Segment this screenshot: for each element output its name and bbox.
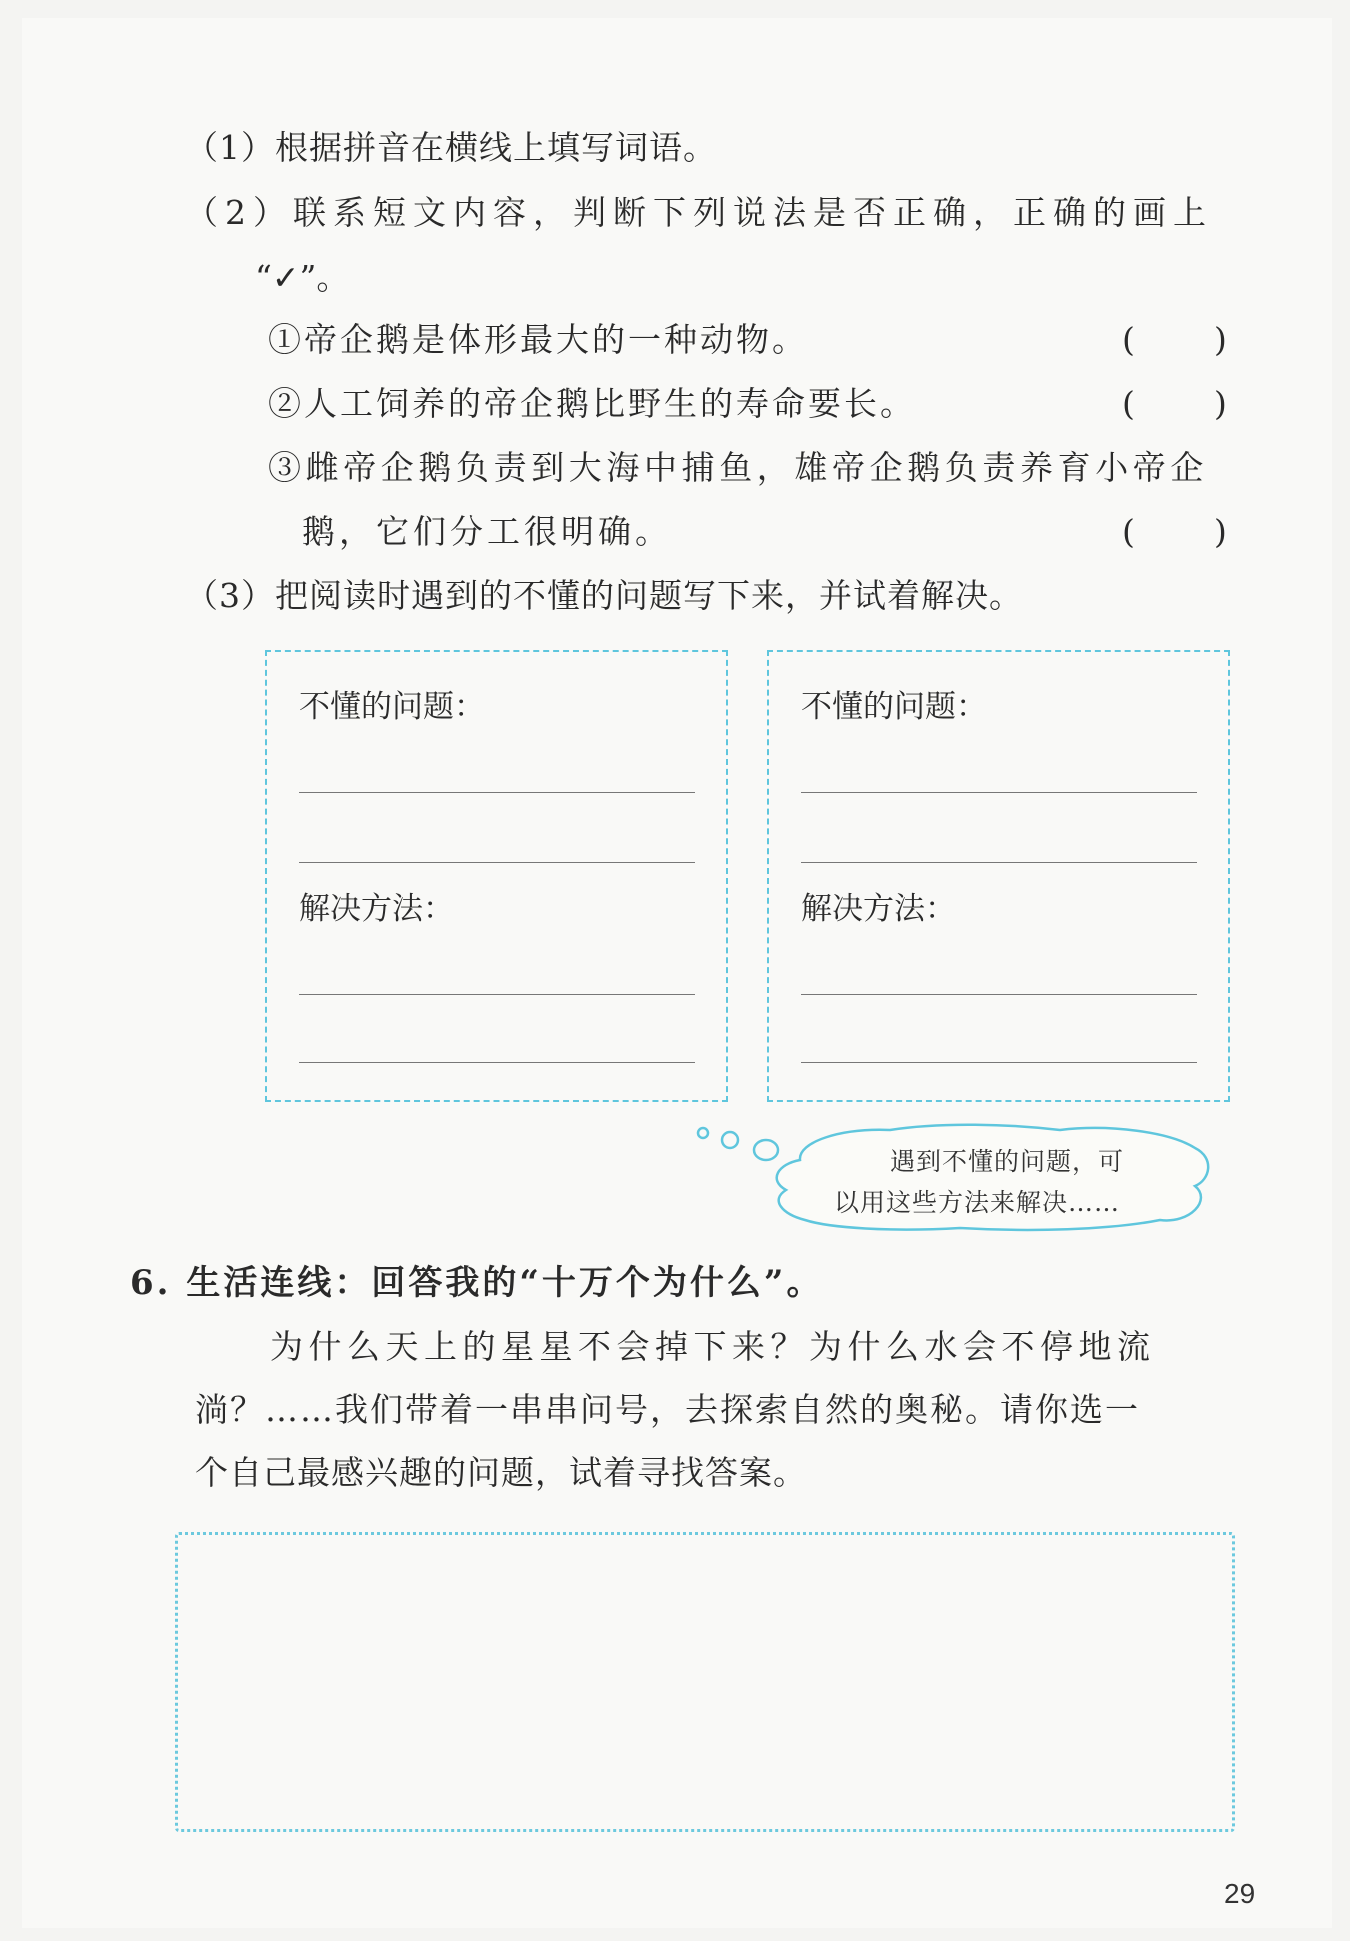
answer-line[interactable] — [299, 792, 695, 793]
page-number: 29 — [1224, 1878, 1256, 1909]
answer-box-left — [265, 650, 728, 1102]
question-2-line2: “✓”。 — [255, 258, 350, 297]
question-2-line1: （2）联系短文内容，判断下列说法是否正确，正确的画上 — [185, 193, 1213, 232]
statement-2: ②人工饲养的帝企鹅比野生的寿命要长。 — [268, 384, 916, 423]
answer-line[interactable] — [801, 862, 1197, 863]
answer-line[interactable] — [801, 994, 1197, 995]
answer-paren-2[interactable]: ( ) — [1122, 384, 1227, 423]
statement-3-line1: ③雌帝企鹅负责到大海中捕鱼，雄帝企鹅负责养育小帝企 — [268, 448, 1208, 487]
section-6-paragraph-line2: 淌？……我们带着一串串问号，去探索自然的奥秘。请你选一 — [195, 1390, 1140, 1429]
question-3: （3）把阅读时遇到的不懂的问题写下来，并试着解决。 — [185, 576, 1023, 615]
question-label: 不懂的问题： — [801, 689, 987, 725]
section-6-paragraph-line1: 为什么天上的星星不会掉下来？为什么水会不停地流 — [270, 1327, 1156, 1366]
answer-line[interactable] — [801, 792, 1197, 793]
question-label: 不懂的问题： — [299, 689, 485, 725]
answer-line[interactable] — [299, 862, 695, 863]
answer-line[interactable] — [299, 994, 695, 995]
answer-line[interactable] — [801, 1062, 1197, 1063]
bubble-text-line1: 遇到不懂的问题，可 — [890, 1147, 1125, 1176]
method-label: 解决方法： — [801, 891, 956, 927]
section-6-paragraph-line3: 个自己最感兴趣的问题，试着寻找答案。 — [195, 1453, 807, 1492]
statement-1: ①帝企鹅是体形最大的一种动物。 — [268, 320, 808, 359]
section-6-title: 6. 生活连线：回答我的“十万个为什么”。 — [130, 1263, 824, 1303]
answer-paren-1[interactable]: ( ) — [1122, 320, 1227, 359]
answer-writing-area[interactable] — [175, 1532, 1235, 1832]
bubble-text-line2: 以用这些方法来解决…… — [834, 1188, 1121, 1217]
answer-paren-3[interactable]: ( ) — [1122, 512, 1227, 551]
answer-line[interactable] — [299, 1062, 695, 1063]
statement-3-line2: 鹅，它们分工很明确。 — [302, 512, 672, 551]
method-label: 解决方法： — [299, 891, 454, 927]
answer-box-right — [767, 650, 1230, 1102]
question-1: （1）根据拼音在横线上填写词语。 — [185, 128, 717, 167]
